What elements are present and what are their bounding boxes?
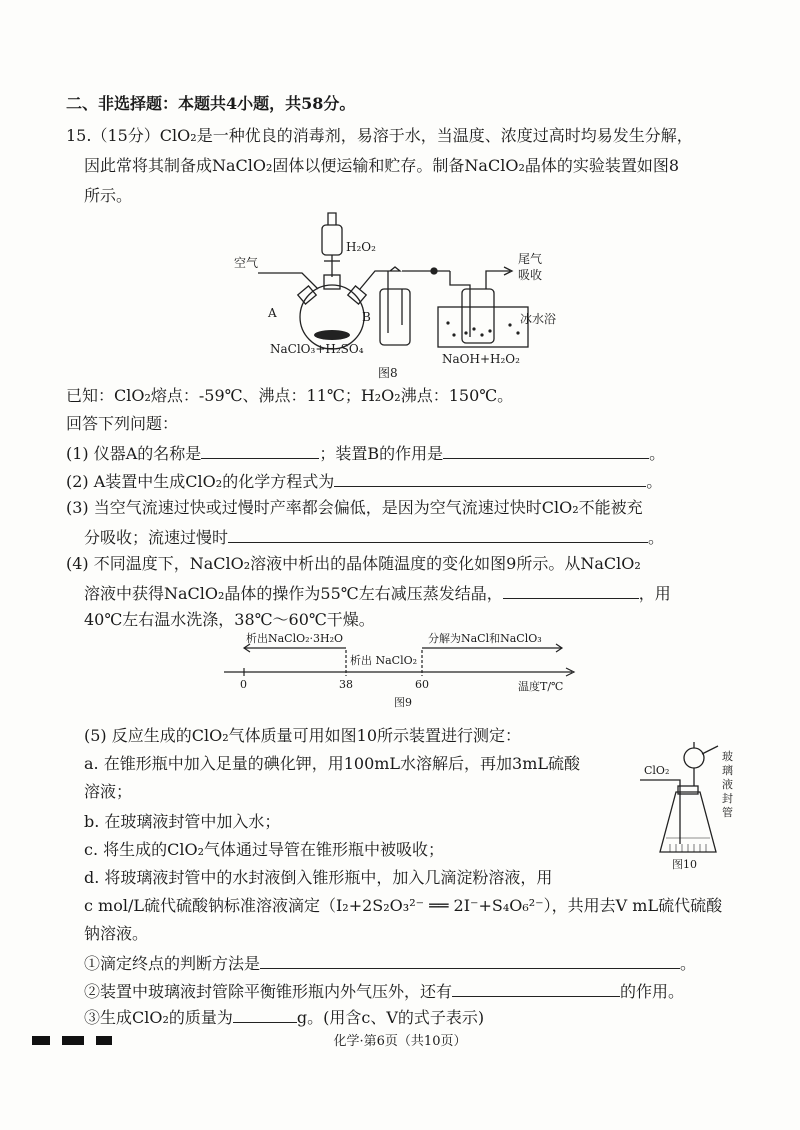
liquid-seal-tube [684, 748, 704, 768]
question-intro-line-2: 因此常将其制备成NaClO₂固体以便运输和贮存。制备NaClO₂晶体的实验装置如图8 [84, 156, 680, 175]
figure-8-apparatus [220, 205, 580, 380]
flask-solid [314, 330, 350, 340]
step-c: c. 将生成的ClO₂气体通过导管在锥形瓶中被吸收； [84, 840, 445, 859]
label-clo2: ClO₂ [644, 764, 670, 777]
figure-9-temperature-axis [222, 628, 592, 710]
label-a: A [268, 306, 277, 320]
bottle-b [380, 289, 410, 345]
s3-prompt: ③生成ClO₂的质量为 [84, 1008, 233, 1027]
side-label-5: 管 [722, 806, 733, 819]
q1-answer-blank-1[interactable] [201, 440, 319, 459]
side-label-4: 封 [722, 792, 733, 805]
segment-3-label: 分解为NaCl和NaClO₃ [428, 632, 542, 645]
label-h2o2: H₂O₂ [346, 240, 376, 254]
q2-end: 。 [646, 472, 663, 491]
step-d-line-3: 钠溶液。 [84, 924, 149, 943]
s1-prompt: ①滴定终点的判断方法是 [84, 954, 261, 973]
question-3-line-1: (3) 当空气流速过快或过慢时产率都会偏低，是因为空气流速过快时ClO₂不能被充 [66, 498, 643, 517]
page-footer: 化学·第6页（共10页） [333, 1034, 467, 1049]
label-tail-2: 吸收 [518, 268, 543, 282]
step-a-line-1: a. 在锥形瓶中加入足量的碘化钾，用100mL水溶解后，再加3mL硫酸 [84, 754, 581, 773]
ice-bath [438, 307, 528, 347]
s1-end: 。 [680, 954, 697, 973]
question-4-line-1: (4) 不同温度下，NaClO₂溶液中析出的晶体随温度的变化如图9所示。从NaClO₂ [66, 554, 641, 573]
q1-answer-blank-2[interactable] [443, 440, 649, 459]
q2-answer-blank[interactable] [334, 468, 646, 487]
label-b: B [362, 310, 371, 324]
step-b: b. 在玻璃液封管中加入水； [84, 812, 281, 831]
side-label-2: 璃 [722, 764, 733, 777]
q3-end: 。 [648, 528, 665, 547]
s3-end: g。(用含c、V的式子表示) [296, 1008, 485, 1027]
label-beaker-contents: NaOH+H₂O₂ [442, 352, 520, 366]
subquestion-1 [84, 950, 760, 976]
question-intro-line-1: 15.（15分）ClO₂是一种优良的消毒剂，易溶于水，当温度、浓度过高时均易发生分解， [66, 126, 693, 145]
q3-part-b: 分吸收；流速过慢时 [84, 528, 229, 547]
question-1 [66, 440, 760, 466]
answer-prompt: 回答下列问题： [66, 414, 179, 433]
section-header: 二、非选择题：本题共4小题，共58分。 [66, 94, 356, 113]
s2-prompt: ②装置中玻璃液封管除平衡锥形瓶内外气压外，还有 [84, 982, 453, 1001]
dropping-funnel [322, 225, 342, 255]
figure-9-caption: 图9 [394, 696, 412, 709]
q1-part-b: ；装置B的作用是 [319, 444, 444, 463]
segment-1-label: 析出NaClO₂·3H₂O [246, 632, 344, 645]
conical-flask [660, 792, 716, 852]
side-label-1: 玻 [722, 750, 733, 763]
absorption-bottle [462, 289, 494, 343]
segment-2-label: 析出 NaClO₂ [350, 654, 418, 667]
s2-answer-blank[interactable] [452, 978, 620, 997]
q1-end: 。 [649, 444, 666, 463]
label-air: 空气 [234, 256, 259, 270]
known-data: 已知：ClO₂熔点：-59℃、沸点：11℃；H₂O₂沸点：150℃。 [66, 386, 514, 405]
question-2 [66, 468, 760, 494]
question-4-line-3: 40℃左右温水洗涤，38℃～60℃干燥。 [84, 610, 375, 629]
figure-8-caption: 图8 [378, 366, 398, 380]
tick-label-38: 38 [339, 678, 353, 691]
axis-label: 温度T/℃ [518, 680, 564, 693]
s2-end: 的作用。 [620, 982, 685, 1001]
figure-10-apparatus [640, 740, 740, 880]
step-d-line-2: c mol/L硫代硫酸钠标准溶液滴定（I₂+2S₂O₃²⁻ ══ 2I⁻+S₄O₆²⁻），共用去V mL硫代硫酸 [84, 896, 723, 915]
q2-part-a: (2) A装置中生成ClO₂的化学方程式为 [66, 472, 335, 491]
tick-label-60: 60 [415, 678, 429, 691]
q1-part-a: (1) 仪器A的名称是 [66, 444, 202, 463]
label-tail-1: 尾气 [518, 252, 543, 266]
tick-label-0: 0 [240, 678, 247, 691]
step-d-line-1: d. 将玻璃液封管中的水封液倒入锥形瓶中，加入几滴淀粉溶液，用 [84, 868, 553, 887]
question-4-line-2 [84, 580, 760, 606]
q4-part-b2: ，用 [638, 584, 671, 603]
question-5-intro: (5) 反应生成的ClO₂气体质量可用如图10所示装置进行测定： [84, 726, 522, 745]
figure-10-caption: 图10 [672, 858, 697, 871]
q3-answer-blank[interactable] [228, 524, 648, 543]
q4-part-b1: 溶液中获得NaClO₂晶体的操作为55℃左右减压蒸发结晶， [84, 584, 503, 603]
label-flask-contents: NaClO₃+H₂SO₄ [270, 342, 364, 356]
s3-answer-blank[interactable] [233, 1004, 297, 1023]
question-3-line-2 [84, 524, 760, 550]
subquestion-2 [84, 978, 760, 1004]
question-intro-line-3: 所示。 [84, 186, 133, 205]
side-label-3: 液 [722, 778, 733, 791]
step-a-line-2: 溶液； [84, 782, 133, 801]
subquestion-3 [84, 1004, 760, 1030]
q4-answer-blank[interactable] [503, 580, 639, 599]
label-ice-bath: 冰水浴 [520, 312, 557, 326]
s1-answer-blank[interactable] [260, 950, 680, 969]
inlet-tube [640, 780, 680, 844]
